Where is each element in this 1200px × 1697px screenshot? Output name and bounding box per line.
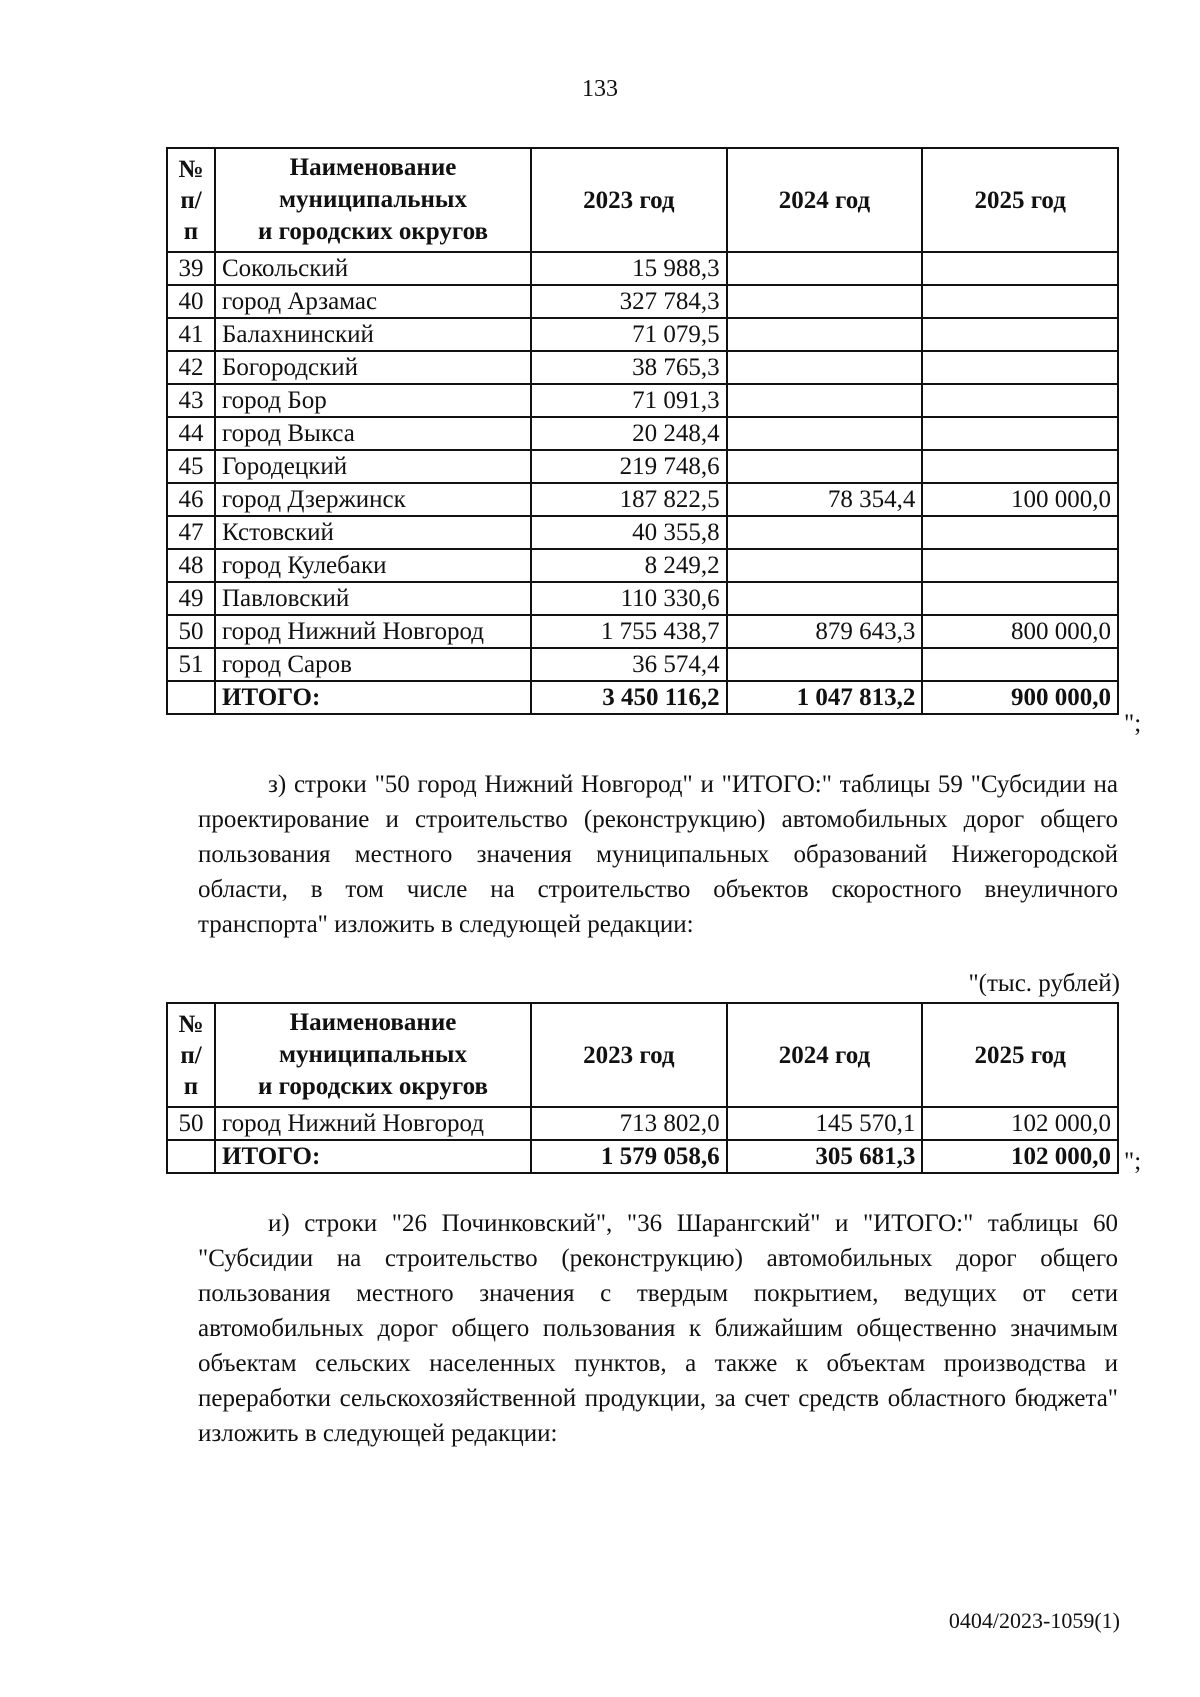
total-2023: 1 579 058,6 [531, 1140, 727, 1173]
row-num: 44 [167, 417, 215, 450]
row-2024 [727, 318, 923, 351]
table-row [167, 318, 1118, 351]
header-name-line2: муниципальных [279, 186, 467, 213]
row-2023: 713 802,0 [531, 1107, 727, 1140]
row-2025: 102 000,0 [922, 1107, 1118, 1140]
row-2024 [727, 648, 923, 681]
table-row [167, 582, 1118, 615]
header-name [215, 148, 531, 252]
row-2024 [727, 516, 923, 549]
row-num: 47 [167, 516, 215, 549]
row-name: город Нижний Новгород [215, 615, 531, 648]
total-2025: 102 000,0 [922, 1140, 1118, 1173]
row-2023: 327 784,3 [531, 285, 727, 318]
row-2023: 15 988,3 [531, 252, 727, 285]
header-2023: 2023 год [531, 1003, 727, 1107]
row-num: 46 [167, 483, 215, 516]
row-name: Балахнинский [215, 318, 531, 351]
row-2025 [922, 318, 1118, 351]
header-name-line1: Наименование [289, 1009, 457, 1036]
row-num: 51 [167, 648, 215, 681]
paragraph-i-text: и) строки "26 Починковский", "36 Шарангский" и "ИТОГО:" таблицы 60 "Субсидии на строительство (реконструкцию) автомобильных дорог общего пользования местного значения с твердым покрытием, ведущих от сети автомобильных дорог общего пользования к ближайшим общественно значимым объектам сельских населенных пунктов, а также к объектам производства и переработки сельскохозяйственной продукции, за счет средств областного бюджета" изложить в следующей редакции: [198, 1210, 1118, 1447]
row-num: 39 [167, 252, 215, 285]
row-2023: 219 748,6 [531, 450, 727, 483]
table-row [167, 351, 1118, 384]
page-number: 133 [582, 76, 618, 102]
row-num: 49 [167, 582, 215, 615]
table-row [167, 615, 1118, 648]
row-name: Сокольский [215, 252, 531, 285]
total-num [167, 681, 215, 714]
header-name-line3: и городских округов [258, 218, 488, 245]
document-code: 0404/2023-1059(1) [948, 1608, 1120, 1633]
row-2024 [727, 351, 923, 384]
row-name: Кстовский [215, 516, 531, 549]
paragraph-z-text: з) строки "50 город Нижний Новгород" и "ИТОГО:" таблицы 59 "Субсидии на проектирование и строительство (реконструкцию) автомобильных дорог общего пользования местного значения муниципальных образований Нижегородской области, в том числе на строительство объектов скоростного внеуличного транспорта" изложить в следующей редакции: [198, 771, 1118, 938]
row-name: город Саров [215, 648, 531, 681]
table-header-row [167, 1003, 1118, 1107]
row-name: город Арзамас [215, 285, 531, 318]
row-2025 [922, 252, 1118, 285]
table-row [167, 483, 1118, 516]
row-2024: 145 570,1 [727, 1107, 923, 1140]
header-name-line1: Наименование [289, 154, 457, 181]
total-row [167, 681, 1118, 714]
table-row [167, 252, 1118, 285]
header-name-line3: и городских округов [258, 1073, 488, 1100]
row-2023: 187 822,5 [531, 483, 727, 516]
row-name: город Бор [215, 384, 531, 417]
row-2025 [922, 285, 1118, 318]
header-2024: 2024 год [727, 148, 923, 252]
row-2023: 8 249,2 [531, 549, 727, 582]
header-2024: 2024 год [727, 1003, 923, 1107]
row-num: 45 [167, 450, 215, 483]
row-2025 [922, 549, 1118, 582]
header-2025: 2025 год [922, 1003, 1118, 1107]
table2-closing-quote: "; [1124, 1148, 1142, 1175]
row-name: город Нижний Новгород [215, 1107, 531, 1140]
total-2023: 3 450 116,2 [531, 681, 727, 714]
total-2024: 1 047 813,2 [727, 681, 923, 714]
table-row [167, 450, 1118, 483]
row-2024: 78 354,4 [727, 483, 923, 516]
row-num: 48 [167, 549, 215, 582]
table-row [167, 1107, 1118, 1140]
row-2023: 1 755 438,7 [531, 615, 727, 648]
subsidy-table-2 [166, 1002, 1119, 1174]
row-name: город Выкса [215, 417, 531, 450]
total-num [167, 1140, 215, 1173]
table-row [167, 516, 1118, 549]
row-2024 [727, 417, 923, 450]
total-2024: 305 681,3 [727, 1140, 923, 1173]
row-2024 [727, 252, 923, 285]
row-2025: 800 000,0 [922, 615, 1118, 648]
total-label: ИТОГО: [215, 1140, 531, 1173]
row-2024 [727, 549, 923, 582]
header-name [215, 1003, 531, 1107]
row-num: 41 [167, 318, 215, 351]
row-num: 50 [167, 1107, 215, 1140]
row-2024 [727, 582, 923, 615]
row-2024: 879 643,3 [727, 615, 923, 648]
row-2023: 71 079,5 [531, 318, 727, 351]
row-2025 [922, 648, 1118, 681]
paragraph-z [198, 767, 1118, 942]
table-header-row [167, 148, 1118, 252]
row-2023: 38 765,3 [531, 351, 727, 384]
row-2025 [922, 351, 1118, 384]
table-row [167, 648, 1118, 681]
row-2025: 100 000,0 [922, 483, 1118, 516]
header-name-line2: муниципальных [279, 1041, 467, 1068]
header-num: № п/п [167, 1003, 215, 1107]
header-2023: 2023 год [531, 148, 727, 252]
row-2023: 110 330,6 [531, 582, 727, 615]
row-2024 [727, 450, 923, 483]
row-name: город Кулебаки [215, 549, 531, 582]
row-num: 43 [167, 384, 215, 417]
row-name: Городецкий [215, 450, 531, 483]
header-2025: 2025 год [922, 148, 1118, 252]
row-2024 [727, 285, 923, 318]
total-2025: 900 000,0 [922, 681, 1118, 714]
row-2025 [922, 450, 1118, 483]
row-num: 50 [167, 615, 215, 648]
row-name: город Дзержинск [215, 483, 531, 516]
row-num: 42 [167, 351, 215, 384]
row-2024 [727, 384, 923, 417]
table-row [167, 417, 1118, 450]
row-2023: 20 248,4 [531, 417, 727, 450]
table-row [167, 285, 1118, 318]
row-name: Павловский [215, 582, 531, 615]
row-2025 [922, 582, 1118, 615]
total-row [167, 1140, 1118, 1173]
row-num: 40 [167, 285, 215, 318]
header-num: № п/п [167, 148, 215, 252]
row-2023: 36 574,4 [531, 648, 727, 681]
unit-note: "(тыс. рублей) [968, 970, 1120, 997]
row-2025 [922, 384, 1118, 417]
row-2023: 40 355,8 [531, 516, 727, 549]
row-name: Богородский [215, 351, 531, 384]
table1-closing-quote: "; [1124, 710, 1142, 737]
total-label: ИТОГО: [215, 681, 531, 714]
paragraph-i [198, 1206, 1118, 1451]
row-2025 [922, 417, 1118, 450]
row-2023: 71 091,3 [531, 384, 727, 417]
subsidy-table-1 [166, 147, 1119, 715]
table-row [167, 384, 1118, 417]
table-row [167, 549, 1118, 582]
row-2025 [922, 516, 1118, 549]
